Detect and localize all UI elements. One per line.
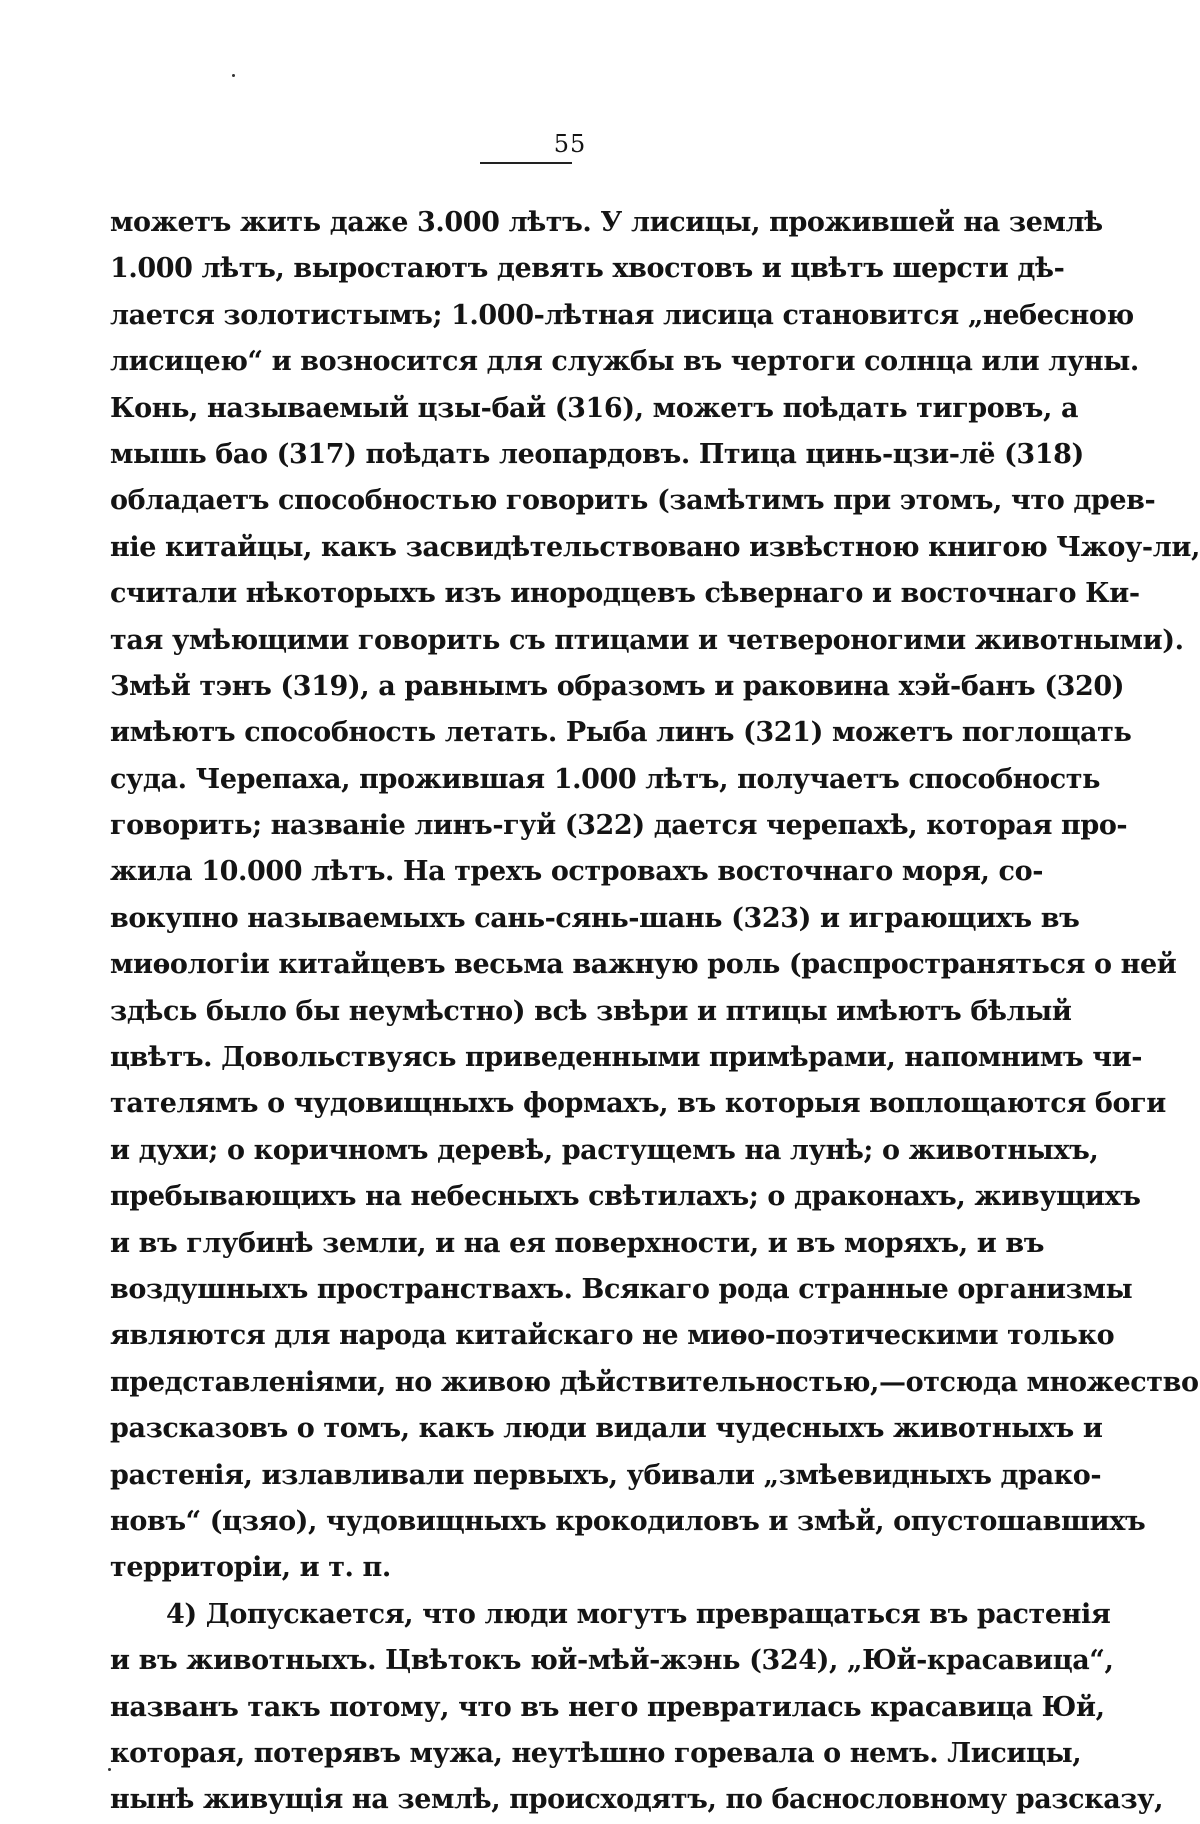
text-line: и въ животныхъ. Цвѣтокъ юй-мѣй-жэнь (324), „Юй-красавица“, [110,1645,1114,1677]
text-line: представленіями, но живою дѣйствительностью,—отсюда множество [110,1366,1199,1398]
text-line: мышь бао (317) поѣдать леопардовъ. Птица цинь-цзи-лё (318) [110,438,1084,470]
page-number-rule [480,162,572,164]
text-line: считали нѣкоторыхъ изъ инородцевъ сѣвернаго и восточнаго Ки- [110,578,1140,610]
text-line: и духи; о коричномъ деревѣ, растущемъ на лунѣ; о животныхъ, [110,1134,1099,1166]
page-number: 55 [553,130,587,158]
text-block [110,200,1200,1824]
text-line: суда. Черепаха, прожившая 1.000 лѣтъ, получаетъ способность [110,763,1101,795]
text-line: лисицею“ и возносится для службы въ чертоги солнца или луны. [110,346,1139,378]
text-line: имѣютъ способность летать. Рыба линъ (321) можетъ поглощать [110,717,1132,749]
stray-mark [232,74,235,77]
text-line: которая, потерявъ мужа, неутѣшно горевала о немъ. Лисицы, [110,1737,1082,1769]
text-line: воздушныхъ пространствахъ. Всякаго рода странные организмы [110,1273,1133,1305]
text-line: нынѣ живущія на землѣ, происходятъ, по баснословному разсказу, [110,1784,1164,1816]
text-line: и въ глубинѣ земли, и на ея поверхности, и въ моряхъ, и въ [110,1227,1045,1259]
text-line: жила 10.000 лѣтъ. На трехъ островахъ восточнаго моря, со- [110,856,1044,888]
text-line: новъ“ (цзяо), чудовищныхъ крокодиловъ и змѣй, опустошавшихъ [110,1505,1146,1537]
text-line: территоріи, и т. п. [110,1552,391,1584]
text-line: Змѣй тэнъ (319), а равнымъ образомъ и раковина хэй-банъ (320) [110,670,1125,702]
text-line: говорить; названіе линъ-гуй (322) дается черепахѣ, которая про- [110,810,1128,842]
text-line: миѳологіи китайцевъ весьма важную роль (распространяться о ней [110,949,1177,981]
text-line: 1.000 лѣтъ, выростаютъ девять хвостовъ и цвѣтъ шерсти дѣ- [110,253,1065,285]
text-line: лается золотистымъ; 1.000-лѣтная лисица становится „небесною [110,299,1134,331]
text-line: тателямъ о чудовищныхъ формахъ, въ которыя воплощаются боги [110,1088,1166,1120]
text-line: разсказовъ о томъ, какъ люди видали чудесныхъ животныхъ и [110,1413,1103,1445]
text-line: 4) Допускается, что люди могутъ превращаться въ растенія [166,1598,1111,1630]
text-line: обладаетъ способностью говорить (замѣтимъ при этомъ, что древ- [110,485,1156,517]
text-line: Конь, называемый цзы-бай (316), можетъ поѣдать тигровъ, а [110,392,1079,424]
text-line: можетъ жить даже 3.000 лѣтъ. У лисицы, прожившей на землѣ [110,207,1103,238]
text-line: пребывающихъ на небесныхъ свѣтилахъ; о драконахъ, живущихъ [110,1181,1141,1213]
text-line: ніе китайцы, какъ засвидѣтельствовано извѣстною книгою Чжоу-ли, [110,531,1200,563]
text-line: названъ такъ потому, что въ него превратилась красавица Юй, [110,1691,1105,1723]
text-line: являются для народа китайскаго не миѳо-поэтическими только [110,1320,1115,1352]
text-line: растенія, излавливали первыхъ, убивали „змѣевидныхъ драко- [110,1459,1102,1491]
text-line: цвѣтъ. Довольствуясь приведенными примѣрами, напомнимъ чи- [110,1042,1143,1074]
text-line: тая умѣющими говорить съ птицами и четвероногими животными). [110,624,1184,656]
text-line: вокупно называемыхъ сань-сянь-шань (323) и играющихъ въ [110,902,1080,934]
text-line: здѣсь было бы неумѣстно) всѣ звѣри и птицы имѣютъ бѣлый [110,995,1072,1027]
